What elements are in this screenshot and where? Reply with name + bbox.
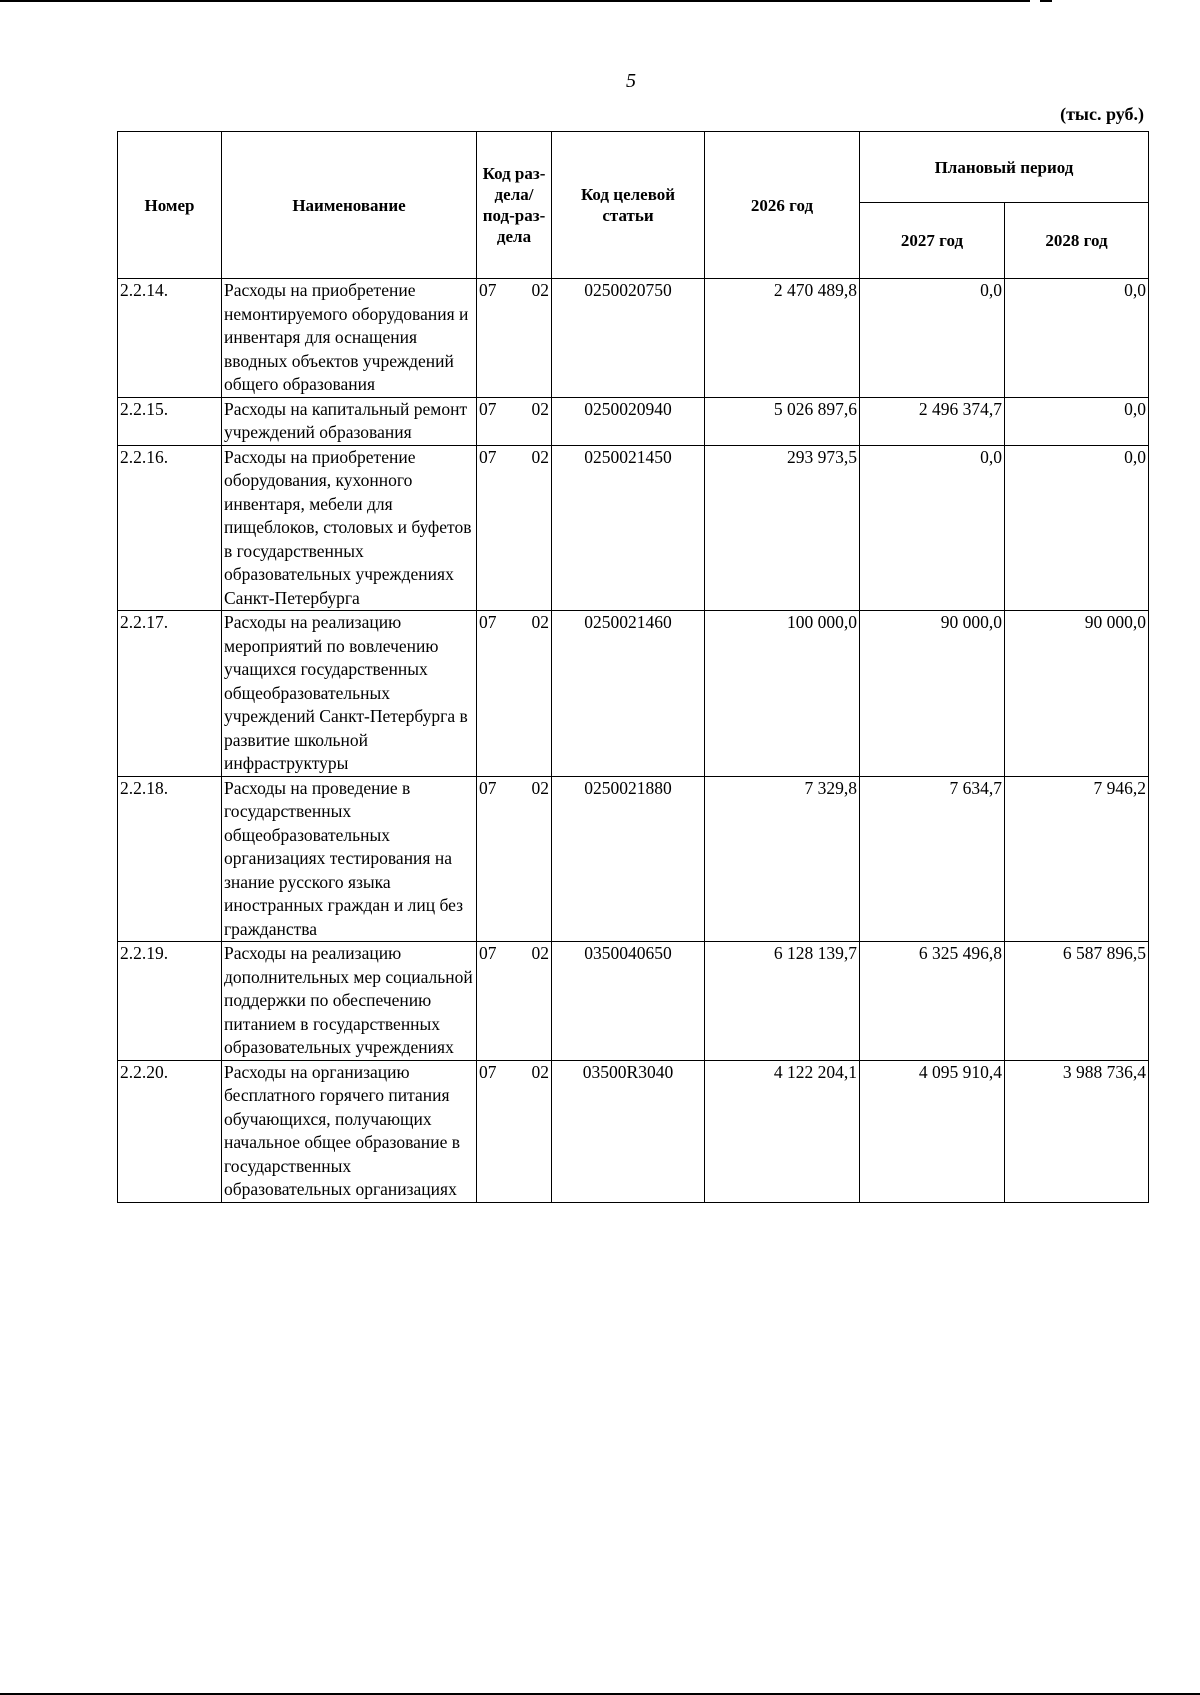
row-value-2028: 0,0 bbox=[1005, 397, 1149, 445]
table-row bbox=[118, 445, 1149, 611]
row-section: 07 bbox=[479, 446, 497, 467]
header-number: Номер bbox=[118, 132, 222, 279]
row-subsection: 02 bbox=[531, 943, 549, 963]
row-name: Расходы на организацию бесплатного горячего питания обучающихся, получающих начальное общее образование в государственных образовательных организациях bbox=[222, 1060, 477, 1202]
row-value-2027: 2 496 374,7 bbox=[860, 397, 1005, 445]
row-value-2026: 6 128 139,7 bbox=[705, 942, 860, 1061]
row-section-code bbox=[477, 611, 552, 777]
row-subsection: 02 bbox=[531, 1061, 549, 1082]
row-value-2026: 293 973,5 bbox=[705, 445, 860, 611]
row-section-code bbox=[477, 1060, 552, 1202]
header-target-code: Код целевой статьи bbox=[552, 132, 705, 279]
row-value-2028: 7 946,2 bbox=[1005, 776, 1149, 942]
row-value-2028: 90 000,0 bbox=[1005, 611, 1149, 777]
scan-edge-top-fragment bbox=[1040, 0, 1052, 2]
row-section-code bbox=[477, 279, 552, 398]
row-section-code bbox=[477, 942, 552, 1061]
row-section: 07 bbox=[479, 1061, 497, 1082]
row-name: Расходы на реализацию мероприятий по вовлечению учащихся государственных общеобразовательных учреждений Санкт-Петербурга в развитие школьной инфраструктуры bbox=[222, 611, 477, 777]
units-label: (тыс. руб.) bbox=[1060, 104, 1144, 124]
table-row bbox=[118, 1060, 1149, 1202]
row-target-code: 0250020940 bbox=[552, 397, 705, 445]
row-section-code bbox=[477, 397, 552, 445]
row-name: Расходы на проведение в государственных общеобразовательных организациях тестирования на знание русского языка иностранных граждан и лиц без гражданства bbox=[222, 776, 477, 942]
row-target-code: 0250021880 bbox=[552, 776, 705, 942]
row-value-2027: 90 000,0 bbox=[860, 611, 1005, 777]
row-value-2026: 4 122 204,1 bbox=[705, 1060, 860, 1202]
table-row bbox=[118, 776, 1149, 942]
row-subsection: 02 bbox=[531, 398, 549, 419]
row-section: 07 bbox=[479, 398, 497, 419]
row-value-2028: 6 587 896,5 bbox=[1005, 942, 1149, 1061]
row-target-code: 03500R3040 bbox=[552, 1060, 705, 1202]
row-subsection: 02 bbox=[531, 777, 549, 798]
table-row bbox=[118, 279, 1149, 398]
row-target-code: 0250021450 bbox=[552, 445, 705, 611]
row-name: Расходы на капитальный ремонт учреждений образования bbox=[222, 397, 477, 445]
row-value-2026: 100 000,0 bbox=[705, 611, 860, 777]
row-number: 2.2.15. bbox=[118, 397, 222, 445]
row-target-code: 0250020750 bbox=[552, 279, 705, 398]
row-subsection: 02 bbox=[531, 446, 549, 467]
row-section-code bbox=[477, 776, 552, 942]
row-value-2026: 2 470 489,8 bbox=[705, 279, 860, 398]
page-number: 5 bbox=[626, 70, 636, 92]
table-row bbox=[118, 397, 1149, 445]
header-planning-period: Плановый период bbox=[860, 132, 1149, 203]
row-value-2027: 6 325 496,8 bbox=[860, 942, 1005, 1061]
row-subsection: 02 bbox=[531, 612, 549, 632]
table-row bbox=[118, 611, 1149, 777]
header-name: Наименование bbox=[222, 132, 477, 279]
row-name: Расходы на приобретение оборудования, кухонного инвентаря, мебели для пищеблоков, столовых и буфетов в государственных образовательных учреждениях Санкт-Петербурга bbox=[222, 445, 477, 611]
row-value-2028: 0,0 bbox=[1005, 445, 1149, 611]
header-year-2028: 2028 год bbox=[1005, 203, 1149, 279]
row-section-code bbox=[477, 445, 552, 611]
row-value-2028: 3 988 736,4 bbox=[1005, 1060, 1149, 1202]
header-year-2027: 2027 год bbox=[860, 203, 1005, 279]
row-number: 2.2.20. bbox=[118, 1060, 222, 1202]
table-body bbox=[118, 279, 1149, 1203]
row-number: 2.2.14. bbox=[118, 279, 222, 398]
table-row bbox=[118, 942, 1149, 1061]
header-year-2026: 2026 год bbox=[705, 132, 860, 279]
budget-table bbox=[117, 131, 1149, 1203]
row-value-2027: 7 634,7 bbox=[860, 776, 1005, 942]
row-section: 07 bbox=[479, 777, 497, 798]
row-target-code: 0250021460 bbox=[552, 611, 705, 777]
row-number: 2.2.17. bbox=[118, 611, 222, 777]
row-number: 2.2.18. bbox=[118, 776, 222, 942]
row-value-2027: 0,0 bbox=[860, 445, 1005, 611]
row-value-2028: 0,0 bbox=[1005, 279, 1149, 398]
row-subsection: 02 bbox=[531, 280, 549, 300]
row-value-2026: 7 329,8 bbox=[705, 776, 860, 942]
row-section: 07 bbox=[479, 280, 497, 300]
row-number: 2.2.19. bbox=[118, 942, 222, 1061]
row-value-2027: 0,0 bbox=[860, 279, 1005, 398]
row-value-2027: 4 095 910,4 bbox=[860, 1060, 1005, 1202]
row-number: 2.2.16. bbox=[118, 445, 222, 611]
row-value-2026: 5 026 897,6 bbox=[705, 397, 860, 445]
row-name: Расходы на реализацию дополнительных мер социальной поддержки по обеспечению питанием в государственных образовательных учреждениях bbox=[222, 942, 477, 1061]
row-section: 07 bbox=[479, 943, 497, 963]
row-name: Расходы на приобретение немонтируемого оборудования и инвентаря для оснащения вводных объектов учреждений общего образования bbox=[222, 279, 477, 398]
header-section-code: Код раз-дела/ под-раз-дела bbox=[477, 132, 552, 279]
row-section: 07 bbox=[479, 612, 497, 632]
row-target-code: 0350040650 bbox=[552, 942, 705, 1061]
scan-edge-top bbox=[0, 0, 1030, 2]
